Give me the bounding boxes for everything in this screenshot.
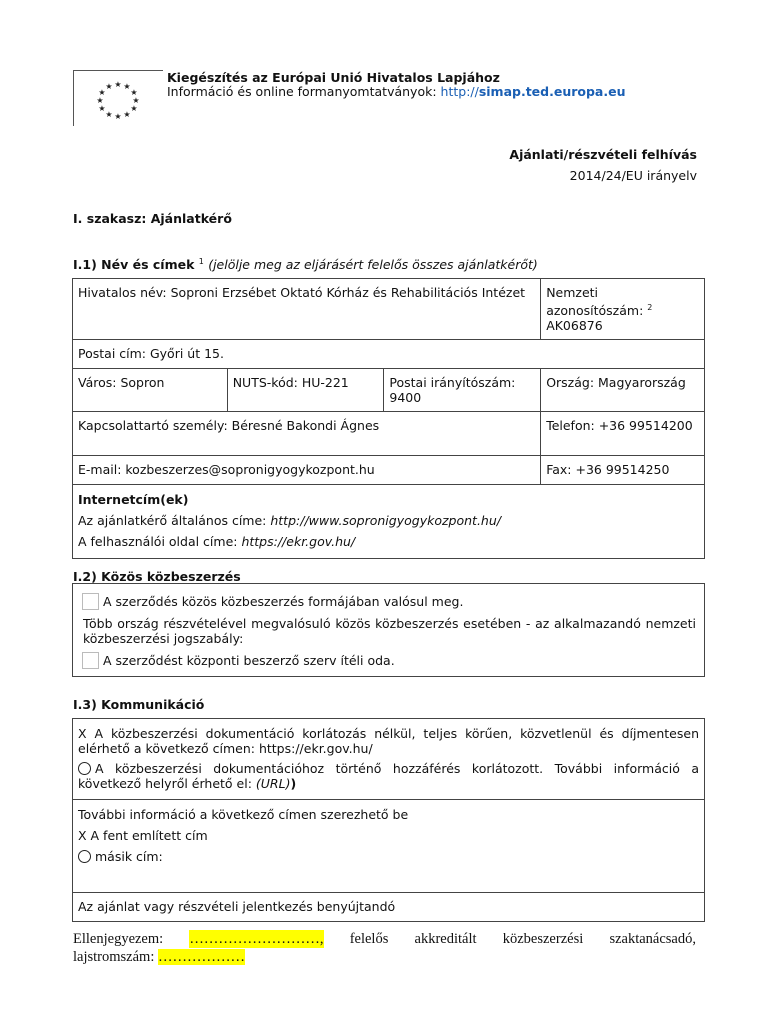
svg-text:★: ★	[123, 110, 131, 119]
email: E-mail: kozbeszerzes@sopronigyogykozpont.hu	[73, 456, 541, 485]
more-info-label: További információ a következő címen szerezhető be	[78, 807, 409, 822]
user-site-link[interactable]: https://ekr.gov.hu/	[241, 534, 356, 550]
i1-heading-text: I.1) Név és címek	[73, 257, 195, 273]
countersign-word-2: akkreditált	[414, 931, 477, 947]
eu-stars-icon	[90, 77, 146, 123]
svg-text:★: ★	[123, 82, 131, 91]
central-purchasing-label: A szerződést központi beszerző szerv ítéli oda.	[103, 653, 395, 668]
joint-procurement-label: A szerződés közös közbeszerzés formájában valósul meg.	[103, 594, 464, 609]
registration-blank[interactable]: ………………	[157, 949, 245, 965]
registration-label: lajstromszám:	[73, 949, 155, 965]
countersign-line	[73, 930, 696, 948]
simap-link[interactable]	[441, 84, 626, 99]
general-address-label: Az ajánlatkérő általános címe:	[78, 513, 271, 529]
svg-text:★: ★	[130, 88, 138, 97]
svg-text:★: ★	[132, 96, 140, 105]
svg-text:★: ★	[114, 80, 122, 89]
central-purchasing-checkbox[interactable]	[82, 652, 99, 669]
national-id-footnote: 2	[647, 303, 653, 312]
url-placeholder: (URL)	[255, 776, 291, 791]
i3-heading: I.3) Kommunikáció	[73, 697, 205, 712]
journal-title: Kiegészítés az Európai Unió Hivatalos Lapjához	[167, 70, 500, 85]
doc-access-restricted-radio[interactable]	[78, 762, 91, 775]
central-purchasing-row[interactable]	[73, 653, 696, 668]
postal-address: Postai cím: Győri út 15.	[73, 340, 705, 369]
countersign-blank[interactable]: ………………………,	[189, 931, 324, 947]
doc-access-cell	[73, 719, 705, 800]
national-id-label: Nemzeti azonosítószám:	[546, 285, 644, 319]
journal-header	[73, 70, 673, 126]
svg-text:★: ★	[98, 104, 106, 113]
submission-label: Az ajánlat vagy részvételi jelentkezés benyújtandó	[73, 893, 705, 922]
svg-text:★: ★	[114, 112, 122, 121]
doc-access-restricted-label: A közbeszerzési dokumentációhoz történő hozzáférés korlátozott. További információ a következő helyről érhető el:	[78, 761, 699, 791]
general-address-link[interactable]: http://www.sopronigyogykozpont.hu/	[270, 513, 501, 529]
countersign-word-3: közbeszerzési	[502, 931, 584, 947]
more-info-cell	[73, 800, 705, 893]
user-site-label: A felhasználói oldal címe:	[78, 534, 242, 550]
i2-heading: I.2) Közös közbeszerzés	[73, 569, 241, 584]
fax: Fax: +36 99514250	[541, 456, 705, 485]
countersign-footer	[73, 930, 696, 966]
city: Város: Sopron	[73, 369, 228, 412]
contracting-authority-table	[72, 278, 705, 559]
national-id-value: AK06876	[546, 318, 603, 334]
eu-flag-icon	[73, 70, 163, 126]
joint-procurement-checkbox[interactable]	[82, 593, 99, 610]
svg-text:★: ★	[105, 82, 113, 91]
internet-addresses	[73, 485, 705, 559]
journal-info	[167, 84, 626, 99]
simap-link-domain: simap.ted.europa.eu	[478, 84, 626, 99]
journal-info-text: Információ és online formanyomtatványok:	[167, 84, 441, 99]
countersign-label: Ellenjegyezem:	[73, 931, 164, 947]
svg-text:★: ★	[105, 110, 113, 119]
nuts-code: NUTS-kód: HU-221	[227, 369, 384, 412]
other-address-label: másik cím:	[95, 849, 163, 864]
countersign-word-1: felelős	[349, 931, 389, 947]
i1-heading-note: (jelölje meg az eljárásért felelős összes ajánlatkérőt)	[208, 257, 538, 273]
other-address-row[interactable]	[78, 846, 699, 867]
registration-line	[73, 948, 696, 966]
section-title: I. szakasz: Ajánlatkérő	[73, 211, 232, 226]
i1-footnote: 1	[198, 257, 204, 266]
svg-text:★: ★	[130, 104, 138, 113]
above-address-option[interactable]: X A fent említett cím	[78, 828, 208, 843]
svg-text:★: ★	[96, 96, 104, 105]
official-name: Hivatalos név: Soproni Erzsébet Oktató Kórház és Rehabilitációs Intézet	[73, 279, 541, 340]
other-address-radio[interactable]	[78, 850, 91, 863]
country: Ország: Magyarország	[541, 369, 705, 412]
postal-code: Postai irányítószám: 9400	[384, 369, 541, 412]
i1-heading	[73, 257, 538, 272]
svg-text:★: ★	[98, 88, 106, 97]
directive-label: 2014/24/EU irányelv	[569, 168, 697, 183]
joint-procurement-box	[72, 583, 705, 677]
joint-procurement-row[interactable]	[73, 594, 696, 609]
communication-table	[72, 718, 705, 922]
multi-country-text: Több ország részvételével megvalósuló közös közbeszerzés esetében - az alkalmazandó nemzeti közbeszerzési jogszabály:	[83, 616, 696, 646]
simap-link-prefix: http://	[440, 84, 479, 99]
phone: Telefon: +36 99514200	[541, 412, 705, 456]
internet-heading: Internetcím(ek)	[78, 492, 189, 508]
doc-access-restricted-row[interactable]: A közbeszerzési dokumentációhoz történő hozzáférés korlátozott. További információ a következő helyről érhető el: (URL))	[78, 761, 699, 791]
doc-access-free: X A közbeszerzési dokumentáció korlátozás nélkül, teljes körűen, közvetlenül és díjmentesen elérhető a következő címen: https://ekr.gov.hu/	[78, 726, 699, 756]
contact-person: Kapcsolattartó személy: Béresné Bakondi Ágnes	[73, 412, 541, 456]
countersign-word-4: szaktanácsadó,	[609, 931, 696, 947]
notice-title: Ajánlati/részvételi felhívás	[509, 147, 697, 162]
national-id-cell	[541, 279, 705, 340]
